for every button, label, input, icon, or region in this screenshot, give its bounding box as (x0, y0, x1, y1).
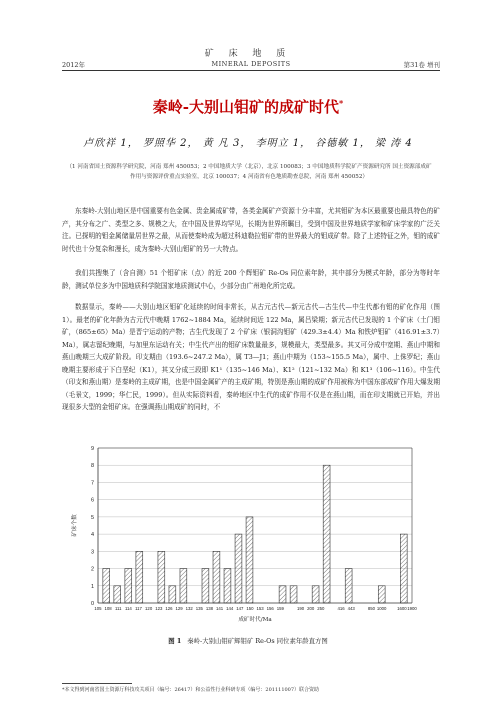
y-tick-label: 3 (90, 549, 94, 556)
histogram-bar (312, 586, 319, 603)
article-title (0, 96, 496, 117)
x-tick-label: 416 (337, 606, 345, 611)
histogram-bar (114, 586, 121, 603)
x-tick-label: 159 (276, 606, 284, 611)
histogram-bar (235, 534, 242, 603)
x-tick-label: 138 (205, 606, 214, 611)
title-footnote-mark: * (339, 98, 344, 108)
histogram-bar (180, 569, 187, 603)
x-tick-label: 135 (195, 606, 203, 611)
header-year: 2012年 (62, 61, 86, 69)
figure-caption (0, 636, 496, 645)
histogram-bar (345, 569, 352, 603)
y-axis-title: 矿床个数 (72, 514, 78, 537)
x-tick-label: 153 (256, 606, 264, 611)
histogram-bar (246, 517, 253, 603)
x-tick-label: 147 (236, 606, 244, 611)
histogram-bar (323, 465, 330, 603)
histogram-bar (103, 569, 110, 603)
histogram-bar (400, 534, 407, 603)
paragraph-text: 数据显示，秦岭——大别山地区钼矿化延续的时间非常长，从古元古代—新元古代—古生代—中生代都有钼的矿化作用（图 1）。最老的矿化年龄为古元代中晚期 1762~1884 Ma，延续时间近 122 Ma，属吕梁期；新元古代已发现的 1 个矿床（土门钼矿，（865±65）Ma）是晋宁运动的产物；古生代发现了 2 个矿床（银洞沟钼矿（429.3±4.4）Ma 和铁炉钼矿（416.91±3.7）Ma），属志留纪晚期，与加里东运动有关；中生代产出的钼矿床数量最多，规模最大，类型最多。其又可分成中宽期、燕山中期和燕山晚期三大成矿阶段。印支期由（193.6~247.2 Ma），属 T3—J1；燕山中期为（153~155.5 Ma），属中、上侏罗纪；燕山晚期主要形成于下白垩纪（K1），其又分成三段即 K1¹（135~146 Ma）、K1²（121~132 Ma）和 K1³（106~116）。中生代（印支和燕山期）是秦岭的主成矿期，也是中国金属矿产的主成矿期，特别是燕山期的成矿作用被称为中国东部成矿作用大爆发期（毛景文，1999；华仁民，1999）。但从实际资料看，秦岭地区中生代的成矿作用不仅是在燕山期，而在印支期就已开始，并出现很多大型的金钼矿床。在强调燕山期成矿的同时，不 (62, 303, 440, 411)
y-tick-label: 7 (90, 480, 94, 487)
x-tick-label: 114 (124, 606, 132, 611)
footnote: *本文得到河南省国土资源厅科技攻关项目（编号：26417）和公益性行业科研专项（编号：201111007）联合资助 (62, 687, 320, 693)
histogram-bar (125, 569, 132, 603)
footnote-divider (62, 683, 132, 684)
x-tick-label: 190 (296, 606, 305, 611)
x-tick-label: 126 (165, 606, 173, 611)
header-volume: 第31卷 增刊 (403, 61, 440, 69)
y-tick-label: 6 (90, 497, 94, 504)
figure-label: 图 1 (168, 637, 182, 645)
body-paragraph-2 (62, 267, 440, 292)
y-tick-label: 9 (90, 446, 94, 452)
histogram-bar (378, 586, 385, 603)
x-tick-label: 123 (155, 606, 163, 611)
x-tick-label: 117 (135, 606, 142, 611)
age-histogram (62, 440, 440, 625)
histogram-bar (224, 569, 231, 603)
x-tick-label: 129 (175, 606, 183, 611)
journal-name-cn: 矿 床 地 质 (204, 49, 292, 59)
histogram-svg (62, 440, 440, 625)
histogram-bar (279, 586, 286, 603)
x-tick-label: 120 (145, 606, 153, 611)
x-tick-label: 108 (104, 606, 112, 611)
x-tick-label: 144 (226, 606, 234, 611)
x-tick-label: 200 (307, 606, 315, 611)
author-list: 卢欣祥 1， 罗照华 2， 黄 凡 3， 李明立 1， 谷德敏 1， 梁 涛 4 (83, 138, 413, 149)
running-header (62, 58, 440, 71)
histogram-bar (158, 551, 165, 603)
y-tick-label: 1 (90, 583, 94, 590)
x-axis-title: 成矿时代/Ma (238, 617, 272, 623)
paragraph-text: 东秦岭-大别山地区是中国重要有色金属、贵金属成矿带，各类金属矿产资源十分丰富，尤其钼矿为本区最重要也最具特色的矿产，其分布之广、类型之多、规模之大，在中国及世界均罕见，长期为世界所瞩目，受到中国及世界地质学家和矿床学家的广泛关注。已探明的钼金属储量居世界之最，从而使秦岭成为超过科迪勒拉钼矿带的世界最大的钼成矿带。除了上述特征之外，钼的成矿时代也十分复杂和漫长，成为秦岭-大别山钼矿的另一大特点。 (62, 207, 440, 253)
paragraph-text: 我们共搜集了（含自测）51 个钼矿床（点）的近 200 个辉钼矿 Re-Os 同位素年龄，其中部分为模式年龄，部分为等时年龄，测试单位多为中国地质科学院国家地质测试中心，少部分由广州地化所完成。 (62, 269, 440, 290)
x-tick-label: 1900 (407, 606, 417, 611)
x-tick-label: 443 (347, 606, 355, 611)
x-tick-label: 111 (114, 606, 122, 611)
x-tick-label: 1000 (376, 606, 387, 611)
x-tick-label: 850 (367, 606, 376, 611)
histogram-bar (136, 551, 143, 603)
x-tick-label: 156 (266, 606, 274, 611)
y-tick-label: 0 (90, 601, 94, 607)
x-tick-label: 1600 (397, 606, 407, 611)
histogram-bar (290, 586, 297, 603)
y-tick-label: 4 (90, 532, 94, 539)
histogram-bar (202, 569, 209, 603)
figure-caption-text: 秦岭-大别山钼矿辉钼矿 Re-Os 同位素年龄直方图 (187, 637, 328, 645)
histogram-bar (169, 586, 176, 603)
x-tick-label: 105 (94, 606, 102, 611)
y-tick-label: 2 (90, 566, 94, 573)
histogram-bar (213, 551, 220, 603)
x-tick-label: 132 (185, 606, 193, 611)
x-tick-label: 150 (246, 606, 254, 611)
journal-name-en: MINERAL DEPOSITS (211, 60, 291, 68)
affiliations: （1 河南省国土资源科学研究院，河南 郑州 450053；2 中国地质大学（北京），北京 100083；3 中国地质科学院矿产资源研究所 国土资源部成矿作用与资源评价重点实验室，北京 100037；4 河南省有色地质勘查总院，河南 郑州 450052） (66, 164, 432, 180)
x-tick-label: 250 (317, 606, 325, 611)
body-paragraph-1 (62, 205, 440, 255)
x-tick-label: 141 (215, 606, 224, 611)
y-tick-label: 8 (90, 463, 94, 470)
body-paragraph-3 (62, 301, 440, 414)
y-tick-label: 5 (90, 514, 94, 521)
article-title-text: 秦岭-大别山钼矿的成矿时代 (152, 98, 340, 116)
